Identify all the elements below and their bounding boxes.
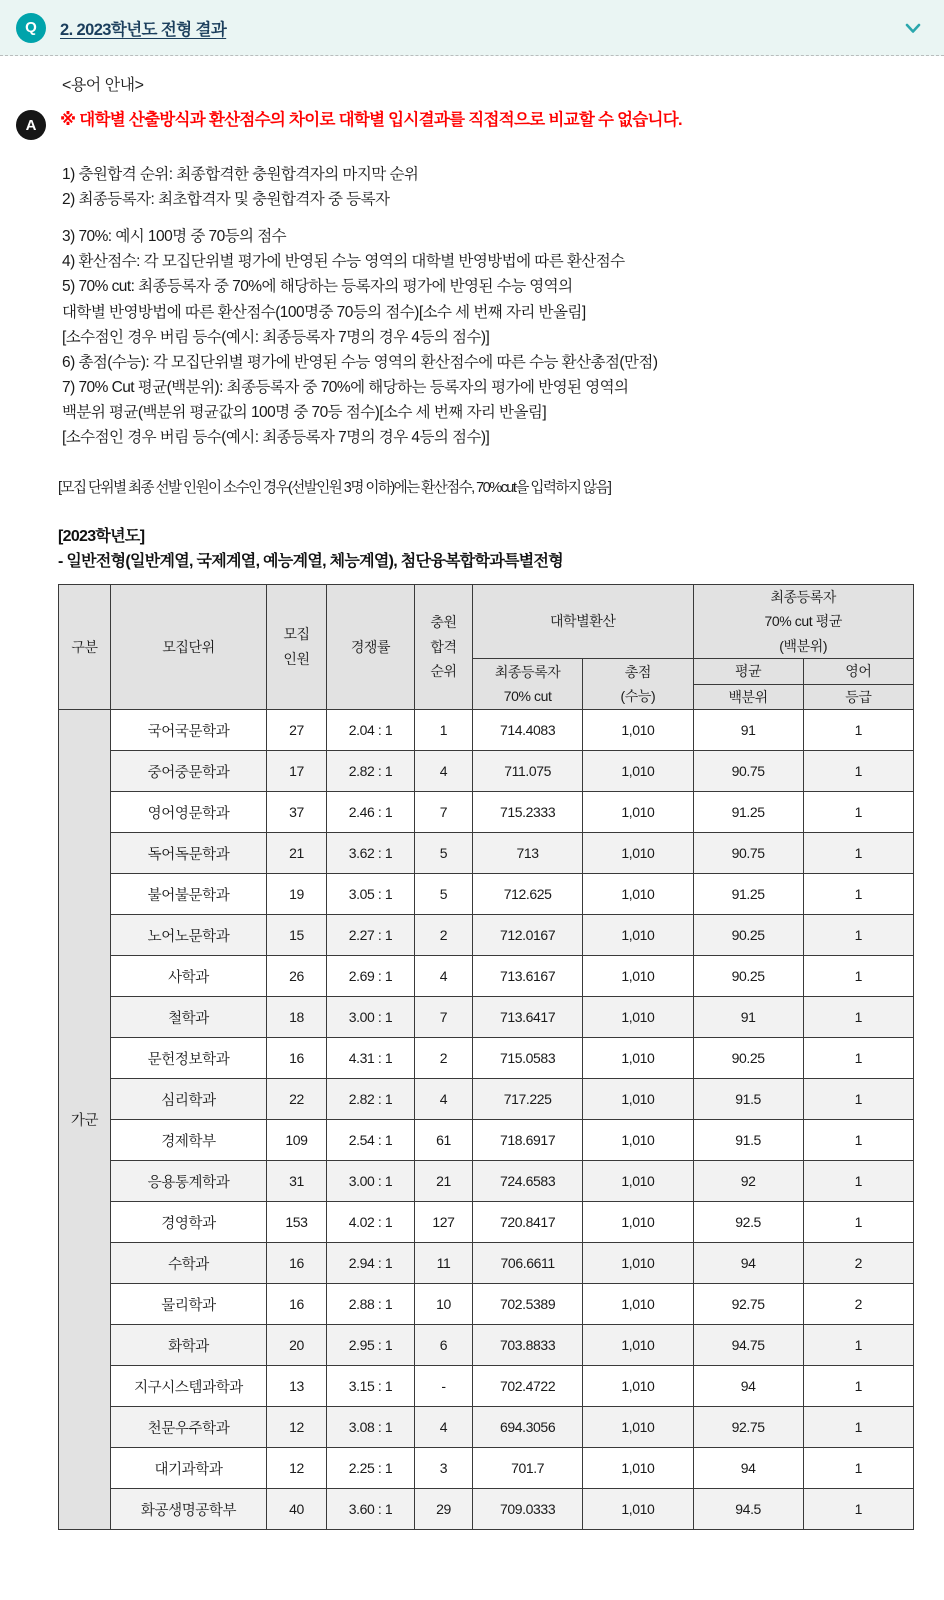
col-header-cut-line1: 최종등록자 — [494, 663, 561, 680]
cell-rank: 4 — [415, 751, 473, 792]
note-line: [소수점인 경우 버림 등수(예시: 최종등록자 7명의 경우 4등의 점수)] — [62, 429, 490, 447]
cell-rank: 3 — [415, 1448, 473, 1489]
cell-cut: 702.5389 — [473, 1284, 583, 1325]
cell-avg: 90.25 — [693, 956, 803, 997]
cell-eng: 2 — [803, 1243, 913, 1284]
cell-eng: 1 — [803, 1325, 913, 1366]
cell-rank: 2 — [415, 915, 473, 956]
cell-ratio: 2.25 : 1 — [327, 1448, 415, 1489]
final-group-line3: (백분위) — [779, 637, 828, 654]
cell-avg: 94 — [693, 1243, 803, 1284]
note-line: 1) 충원합격 순위: 최종합격한 충원합격자의 마지막 순위 — [62, 166, 419, 183]
qna-question-header[interactable] — [0, 0, 944, 56]
final-group-line2: 70% cut 평균 — [764, 613, 843, 630]
cell-eng: 1 — [803, 710, 913, 751]
table-caption — [58, 525, 944, 573]
col-header-rank-line2: 합격 — [430, 638, 457, 655]
cell-unit: 천문우주학과 — [111, 1407, 267, 1448]
table-row — [59, 997, 914, 1038]
cell-cut: 702.4722 — [473, 1366, 583, 1407]
cell-quota: 21 — [267, 833, 327, 874]
cell-quota: 16 — [267, 1243, 327, 1284]
cell-avg: 94 — [693, 1448, 803, 1489]
admission-results-table — [58, 584, 914, 1531]
cell-eng: 1 — [803, 1407, 913, 1448]
cell-ratio: 3.62 : 1 — [327, 833, 415, 874]
cell-unit: 사학과 — [111, 956, 267, 997]
cell-quota: 12 — [267, 1448, 327, 1489]
table-row — [59, 1325, 914, 1366]
cell-avg: 90.25 — [693, 1038, 803, 1079]
table-head — [59, 584, 914, 710]
cell-ratio: 4.31 : 1 — [327, 1038, 415, 1079]
cell-total: 1,010 — [583, 710, 693, 751]
col-header-quota-line1: 모집 — [283, 626, 310, 643]
cell-total: 1,010 — [583, 792, 693, 833]
cell-unit: 수학과 — [111, 1243, 267, 1284]
cell-cut: 713 — [473, 833, 583, 874]
cell-eng: 1 — [803, 1161, 913, 1202]
terminology-notes — [62, 162, 944, 450]
cell-avg: 91 — [693, 710, 803, 751]
cell-cut: 718.6917 — [473, 1120, 583, 1161]
cell-unit: 중어중문학과 — [111, 751, 267, 792]
caption-year: [2023학년도] — [58, 528, 145, 546]
note-line: 5) 70% cut: 최종등록자 중 70%에 해당하는 등록자의 평가에 반영된 수능 영역의 — [62, 278, 573, 296]
table-row — [59, 1366, 914, 1407]
cell-avg: 90.25 — [693, 915, 803, 956]
cell-rank: 7 — [415, 792, 473, 833]
cell-unit: 국어국문학과 — [111, 710, 267, 751]
cell-avg: 90.75 — [693, 751, 803, 792]
cell-eng: 1 — [803, 792, 913, 833]
cell-quota: 15 — [267, 915, 327, 956]
cell-ratio: 2.46 : 1 — [327, 792, 415, 833]
cell-eng: 1 — [803, 751, 913, 792]
cell-rank: 11 — [415, 1243, 473, 1284]
cell-avg: 92 — [693, 1161, 803, 1202]
note-line: 2) 최종등록자: 최초합격자 및 충원합격자 중 등록자 — [62, 191, 390, 209]
cell-eng: 1 — [803, 1120, 913, 1161]
cell-rank: 5 — [415, 833, 473, 874]
cell-avg: 91.25 — [693, 792, 803, 833]
cell-cut: 713.6417 — [473, 997, 583, 1038]
cell-ratio: 3.05 : 1 — [327, 874, 415, 915]
note-spacer — [62, 212, 944, 224]
cell-rank: 2 — [415, 1038, 473, 1079]
col-header-cut-line2: 70% cut — [503, 688, 552, 705]
cell-unit: 지구시스템과학과 — [111, 1366, 267, 1407]
cell-ratio: 2.88 : 1 — [327, 1284, 415, 1325]
cell-ratio: 3.00 : 1 — [327, 1161, 415, 1202]
term-guide-heading: <용어 안내> — [62, 77, 144, 94]
cell-quota: 37 — [267, 792, 327, 833]
cell-rank: 4 — [415, 1407, 473, 1448]
warning-notice: ※ 대학별 산출방식과 환산점수의 차이로 대학별 입시결과를 직접적으로 비교할 수 없습니다. — [60, 111, 682, 129]
cell-ratio: 2.54 : 1 — [327, 1120, 415, 1161]
cell-ratio: 2.27 : 1 — [327, 915, 415, 956]
note-line: 4) 환산점수: 각 모집단위별 평가에 반영된 수능 영역의 대학별 반영방법에 따른 환산점수 — [62, 253, 625, 271]
cell-cut: 701.7 — [473, 1448, 583, 1489]
cell-total: 1,010 — [583, 1243, 693, 1284]
group-label-cell: 가군 — [59, 710, 111, 1530]
col-header-cut — [473, 659, 583, 710]
cell-rank: 4 — [415, 956, 473, 997]
col-header-english-grade: 등급 — [803, 684, 913, 710]
cell-unit: 경영학과 — [111, 1202, 267, 1243]
table-row — [59, 1079, 914, 1120]
table-row — [59, 1161, 914, 1202]
cell-avg: 91.5 — [693, 1120, 803, 1161]
table-row — [59, 956, 914, 997]
cell-total: 1,010 — [583, 874, 693, 915]
cell-quota: 18 — [267, 997, 327, 1038]
table-body — [59, 710, 914, 1530]
cell-quota: 12 — [267, 1407, 327, 1448]
cell-ratio: 3.00 : 1 — [327, 997, 415, 1038]
cell-unit: 문헌정보학과 — [111, 1038, 267, 1079]
cell-cut: 709.0333 — [473, 1489, 583, 1530]
cell-eng: 1 — [803, 1079, 913, 1120]
cell-rank: 6 — [415, 1325, 473, 1366]
table-row — [59, 710, 914, 751]
cell-cut: 715.2333 — [473, 792, 583, 833]
cell-avg: 92.75 — [693, 1284, 803, 1325]
cell-eng: 1 — [803, 915, 913, 956]
cell-total: 1,010 — [583, 1284, 693, 1325]
cell-total: 1,010 — [583, 1489, 693, 1530]
col-header-gubun: 구분 — [59, 584, 111, 710]
note-line: 6) 총점(수능): 각 모집단위별 평가에 반영된 수능 영역의 환산점수에 따른 수능 환산총점(만점) — [62, 353, 658, 371]
table-row — [59, 915, 914, 956]
cell-eng: 1 — [803, 1448, 913, 1489]
cell-total: 1,010 — [583, 997, 693, 1038]
cell-ratio: 2.94 : 1 — [327, 1243, 415, 1284]
col-header-total-line2: (수능) — [620, 688, 656, 705]
cell-ratio: 2.82 : 1 — [327, 751, 415, 792]
table-row — [59, 833, 914, 874]
cell-cut: 713.6167 — [473, 956, 583, 997]
cell-rank: - — [415, 1366, 473, 1407]
answer-badge: A — [16, 110, 46, 140]
col-header-ratio: 경쟁률 — [327, 584, 415, 710]
cell-rank: 7 — [415, 997, 473, 1038]
cell-total: 1,010 — [583, 956, 693, 997]
cell-cut: 694.3056 — [473, 1407, 583, 1448]
cell-total: 1,010 — [583, 1407, 693, 1448]
cell-quota: 27 — [267, 710, 327, 751]
cell-unit: 응용통계학과 — [111, 1161, 267, 1202]
col-header-univ-conversion: 대학별환산 — [473, 584, 694, 659]
cell-avg: 94 — [693, 1366, 803, 1407]
page-title[interactable]: 2. 2023학년도 전형 결과 — [60, 20, 227, 39]
qna-answer-body — [0, 56, 944, 1530]
cell-eng: 1 — [803, 997, 913, 1038]
note-line: 7) 70% Cut 평균(백분위): 최종등록자 중 70%에 해당하는 등록자의 평가에 반영된 영역의 — [62, 378, 629, 396]
cell-unit: 대기과학과 — [111, 1448, 267, 1489]
cell-total: 1,010 — [583, 1120, 693, 1161]
cell-total: 1,010 — [583, 1366, 693, 1407]
col-header-average-percentile: 백분위 — [693, 684, 803, 710]
col-header-final-registrant-group — [693, 584, 914, 659]
cell-cut: 720.8417 — [473, 1202, 583, 1243]
cell-ratio: 3.08 : 1 — [327, 1407, 415, 1448]
col-header-total-line1: 총점 — [624, 663, 651, 680]
cell-cut: 714.4083 — [473, 710, 583, 751]
table-row — [59, 792, 914, 833]
cell-ratio: 2.69 : 1 — [327, 956, 415, 997]
cell-cut: 703.8833 — [473, 1325, 583, 1366]
table-row — [59, 1489, 914, 1530]
cell-avg: 94.75 — [693, 1325, 803, 1366]
cell-avg: 91.25 — [693, 874, 803, 915]
col-header-english: 영어 — [803, 659, 913, 685]
chevron-down-icon[interactable] — [900, 15, 926, 41]
cell-rank: 21 — [415, 1161, 473, 1202]
cell-unit: 경제학부 — [111, 1120, 267, 1161]
col-header-quota-line2: 인원 — [283, 650, 310, 667]
cell-cut: 717.225 — [473, 1079, 583, 1120]
cell-total: 1,010 — [583, 833, 693, 874]
table-row — [59, 1448, 914, 1489]
cell-eng: 1 — [803, 956, 913, 997]
cell-cut: 706.6611 — [473, 1243, 583, 1284]
table-row — [59, 751, 914, 792]
cell-quota: 13 — [267, 1366, 327, 1407]
cell-quota: 40 — [267, 1489, 327, 1530]
cell-quota: 26 — [267, 956, 327, 997]
col-header-total — [583, 659, 693, 710]
cell-total: 1,010 — [583, 751, 693, 792]
cell-avg: 91 — [693, 997, 803, 1038]
cell-quota: 20 — [267, 1325, 327, 1366]
cell-ratio: 3.15 : 1 — [327, 1366, 415, 1407]
small-quota-note: [모집 단위별 최종 선발 인원이 소수인 경우(선발인원 3명 이하)에는 환산점수, 70%cut을 입력하지 않음] — [58, 479, 611, 497]
cell-avg: 94.5 — [693, 1489, 803, 1530]
cell-total: 1,010 — [583, 1038, 693, 1079]
cell-ratio: 2.82 : 1 — [327, 1079, 415, 1120]
cell-unit: 영어영문학과 — [111, 792, 267, 833]
cell-avg: 90.75 — [693, 833, 803, 874]
cell-rank: 1 — [415, 710, 473, 751]
cell-eng: 1 — [803, 1366, 913, 1407]
col-header-rank-line1: 충원 — [430, 614, 457, 631]
note-line: 백분위 평균(백분위 평균값의 100명 중 70등 점수)[소수 세 번째 자리 반올림] — [62, 403, 547, 421]
cell-quota: 31 — [267, 1161, 327, 1202]
cell-unit: 불어불문학과 — [111, 874, 267, 915]
answer-warning-row — [0, 109, 944, 140]
cell-total: 1,010 — [583, 915, 693, 956]
table-row — [59, 1407, 914, 1448]
table-row — [59, 1243, 914, 1284]
cell-quota: 22 — [267, 1079, 327, 1120]
cell-eng: 2 — [803, 1284, 913, 1325]
cell-unit: 심리학과 — [111, 1079, 267, 1120]
cell-total: 1,010 — [583, 1325, 693, 1366]
cell-unit: 철학과 — [111, 997, 267, 1038]
cell-quota: 153 — [267, 1202, 327, 1243]
col-header-average: 평균 — [693, 659, 803, 685]
cell-total: 1,010 — [583, 1161, 693, 1202]
results-table-wrapper — [58, 584, 914, 1531]
cell-avg: 92.75 — [693, 1407, 803, 1448]
cell-total: 1,010 — [583, 1079, 693, 1120]
cell-cut: 724.6583 — [473, 1161, 583, 1202]
note-line: 3) 70%: 예시 100명 중 70등의 점수 — [62, 228, 287, 246]
cell-eng: 1 — [803, 874, 913, 915]
cell-rank: 61 — [415, 1120, 473, 1161]
cell-ratio: 4.02 : 1 — [327, 1202, 415, 1243]
table-row — [59, 1284, 914, 1325]
col-header-quota — [267, 584, 327, 710]
header-row-primary — [59, 584, 914, 659]
cell-eng: 1 — [803, 1038, 913, 1079]
caption-admission-types: - 일반전형(일반계열, 국제계열, 예능계열, 체능계열), 첨단융복합학과특별전형 — [58, 553, 564, 571]
table-row — [59, 1038, 914, 1079]
table-row — [59, 1202, 914, 1243]
cell-unit: 화공생명공학부 — [111, 1489, 267, 1530]
cell-rank: 4 — [415, 1079, 473, 1120]
note-line: 대학별 반영방법에 따른 환산점수(100명중 70등의 점수)[소수 세 번째 자리 반올림] — [62, 303, 586, 321]
cell-unit: 노어노문학과 — [111, 915, 267, 956]
cell-avg: 92.5 — [693, 1202, 803, 1243]
col-header-rank-line3: 순위 — [430, 663, 457, 680]
note-line: [소수점인 경우 버림 등수(예시: 최종등록자 7명의 경우 4등의 점수)] — [62, 328, 490, 346]
cell-unit: 독어독문학과 — [111, 833, 267, 874]
cell-cut: 712.0167 — [473, 915, 583, 956]
cell-avg: 91.5 — [693, 1079, 803, 1120]
cell-cut: 711.075 — [473, 751, 583, 792]
col-header-unit: 모집단위 — [111, 584, 267, 710]
cell-rank: 29 — [415, 1489, 473, 1530]
cell-rank: 5 — [415, 874, 473, 915]
cell-cut: 715.0583 — [473, 1038, 583, 1079]
question-badge: Q — [16, 13, 46, 43]
cell-total: 1,010 — [583, 1202, 693, 1243]
cell-eng: 1 — [803, 1489, 913, 1530]
cell-ratio: 2.04 : 1 — [327, 710, 415, 751]
cell-quota: 16 — [267, 1284, 327, 1325]
cell-unit: 화학과 — [111, 1325, 267, 1366]
cell-eng: 1 — [803, 1202, 913, 1243]
cell-quota: 109 — [267, 1120, 327, 1161]
cell-total: 1,010 — [583, 1448, 693, 1489]
final-group-line1: 최종등록자 — [770, 588, 837, 605]
cell-quota: 19 — [267, 874, 327, 915]
cell-quota: 17 — [267, 751, 327, 792]
cell-cut: 712.625 — [473, 874, 583, 915]
col-header-rank — [415, 584, 473, 710]
cell-rank: 127 — [415, 1202, 473, 1243]
cell-ratio: 3.60 : 1 — [327, 1489, 415, 1530]
cell-unit: 물리학과 — [111, 1284, 267, 1325]
cell-ratio: 2.95 : 1 — [327, 1325, 415, 1366]
table-row — [59, 1120, 914, 1161]
table-row — [59, 874, 914, 915]
cell-rank: 10 — [415, 1284, 473, 1325]
cell-eng: 1 — [803, 833, 913, 874]
cell-quota: 16 — [267, 1038, 327, 1079]
